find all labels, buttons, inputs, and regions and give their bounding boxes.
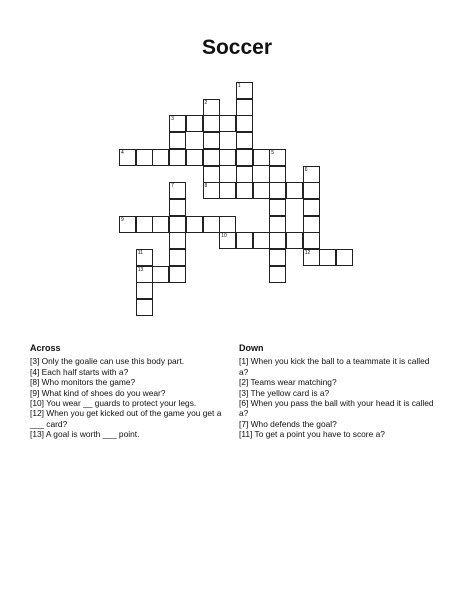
crossword-cell[interactable] bbox=[152, 266, 169, 283]
clue-number-4: 4 bbox=[121, 149, 124, 156]
crossword-cell[interactable] bbox=[286, 182, 303, 199]
crossword-cell[interactable] bbox=[269, 182, 286, 199]
across-clues bbox=[30, 343, 235, 440]
clue-number-6: 6 bbox=[304, 166, 308, 173]
clue-number-5: 5 bbox=[271, 149, 275, 156]
crossword-cell[interactable] bbox=[186, 216, 203, 233]
crossword-cell[interactable] bbox=[269, 249, 286, 266]
crossword-cell[interactable] bbox=[219, 182, 236, 199]
crossword-cell[interactable] bbox=[219, 216, 236, 233]
clue-number-9: 9 bbox=[121, 216, 124, 223]
down-heading: Down bbox=[239, 343, 264, 353]
clue-number-11: 11 bbox=[137, 250, 143, 256]
across-clue bbox=[30, 398, 235, 408]
crossword-cell[interactable] bbox=[203, 166, 220, 183]
crossword-cell[interactable] bbox=[169, 216, 186, 233]
crossword-cell[interactable] bbox=[186, 115, 203, 132]
clue-label: [11] To get a point you have to score a? bbox=[239, 429, 385, 440]
across-clue bbox=[30, 429, 235, 439]
crossword-cell[interactable] bbox=[253, 232, 270, 249]
crossword-cell[interactable] bbox=[203, 115, 220, 132]
down-clue bbox=[239, 377, 449, 387]
crossword-cell[interactable] bbox=[236, 149, 253, 166]
clue-number-8: 8 bbox=[204, 183, 208, 190]
crossword-cell[interactable] bbox=[169, 132, 186, 149]
crossword-cell[interactable] bbox=[203, 216, 220, 233]
crossword-cell[interactable] bbox=[169, 266, 186, 283]
crossword-cell[interactable] bbox=[152, 216, 169, 233]
crossword-cell[interactable] bbox=[236, 166, 253, 183]
crossword-cell[interactable] bbox=[269, 266, 286, 283]
across-clue bbox=[30, 377, 235, 387]
across-clue bbox=[30, 388, 235, 398]
clue-continuation: ___ card? bbox=[30, 418, 68, 429]
crossword-cell[interactable] bbox=[336, 249, 353, 266]
crossword-cell[interactable] bbox=[236, 99, 253, 116]
clue-label: [7] Who defends the goal? bbox=[239, 418, 337, 429]
across-heading: Across bbox=[30, 343, 61, 353]
clue-number-2: 2 bbox=[204, 99, 208, 106]
clue-number-3: 3 bbox=[171, 116, 174, 123]
crossword-cell[interactable] bbox=[169, 149, 186, 166]
clue-label: [3] The yellow card is a? bbox=[239, 387, 330, 398]
down-clue bbox=[239, 398, 449, 419]
down-clue bbox=[239, 356, 449, 377]
across-clue bbox=[30, 408, 235, 429]
down-clue bbox=[239, 388, 449, 398]
clue-number-13: 13 bbox=[137, 266, 144, 273]
clue-label: [13] A goal is worth ___ point. bbox=[30, 429, 140, 440]
crossword-cell[interactable] bbox=[203, 132, 220, 149]
clue-label: [3] Only the goalie can use this body part. bbox=[30, 356, 185, 367]
clue-number-7: 7 bbox=[171, 183, 174, 190]
crossword-cell[interactable] bbox=[303, 199, 320, 216]
crossword-cell[interactable] bbox=[219, 149, 236, 166]
crossword-cell[interactable] bbox=[186, 149, 203, 166]
clue-label: [2] Teams wear matching? bbox=[239, 377, 337, 388]
clue-label: [1] When you kick the ball to a teammate it is called bbox=[239, 356, 430, 367]
clue-continuation: a? bbox=[239, 366, 249, 377]
down-clues bbox=[239, 343, 449, 440]
clue-label: [10] You wear __ guards to protect your legs. bbox=[30, 398, 197, 409]
crossword-cell[interactable] bbox=[236, 182, 253, 199]
crossword-cell[interactable] bbox=[203, 149, 220, 166]
down-clue bbox=[239, 419, 449, 429]
clue-number-12: 12 bbox=[304, 250, 311, 256]
puzzle-title: Soccer bbox=[201, 36, 273, 59]
crossword-cell[interactable] bbox=[269, 166, 286, 183]
clue-number-1: 1 bbox=[237, 83, 241, 89]
clue-label: [12] When you get kicked out of the game you get a bbox=[30, 408, 222, 419]
crossword-cell[interactable] bbox=[236, 132, 253, 149]
crossword-cell[interactable] bbox=[236, 232, 253, 249]
crossword-cell[interactable] bbox=[269, 199, 286, 216]
crossword-cell[interactable] bbox=[303, 216, 320, 233]
crossword-cell[interactable] bbox=[152, 149, 169, 166]
crossword-cell[interactable] bbox=[169, 232, 186, 249]
crossword-cell[interactable] bbox=[219, 115, 236, 132]
crossword-cell[interactable] bbox=[136, 299, 153, 316]
across-clue bbox=[30, 367, 235, 377]
crossword-cell[interactable] bbox=[269, 216, 286, 233]
across-clue bbox=[30, 356, 235, 366]
crossword-cell[interactable] bbox=[303, 182, 320, 199]
crossword-cell[interactable] bbox=[253, 182, 270, 199]
clue-label: [6] When you pass the ball with your head it is called bbox=[239, 398, 434, 409]
clue-label: [9] What kind of shoes do you wear? bbox=[30, 387, 166, 398]
crossword-cell[interactable] bbox=[169, 249, 186, 266]
crossword-cell[interactable] bbox=[169, 199, 186, 216]
down-clue bbox=[239, 429, 449, 439]
crossword-cell[interactable] bbox=[236, 115, 253, 132]
crossword-cell[interactable] bbox=[303, 232, 320, 249]
crossword-cell[interactable] bbox=[269, 232, 286, 249]
clue-label: [4] Each half starts with a? bbox=[30, 366, 129, 377]
crossword-cell[interactable] bbox=[286, 232, 303, 249]
clue-label: [8] Who monitors the game? bbox=[30, 377, 136, 388]
crossword-cell[interactable] bbox=[136, 149, 153, 166]
crossword-cell[interactable] bbox=[319, 249, 336, 266]
crossword-cell[interactable] bbox=[136, 216, 153, 233]
crossword-cell[interactable] bbox=[136, 282, 153, 299]
clue-number-10: 10 bbox=[221, 233, 227, 240]
clue-continuation: a? bbox=[239, 408, 249, 419]
crossword-cell[interactable] bbox=[253, 149, 270, 166]
